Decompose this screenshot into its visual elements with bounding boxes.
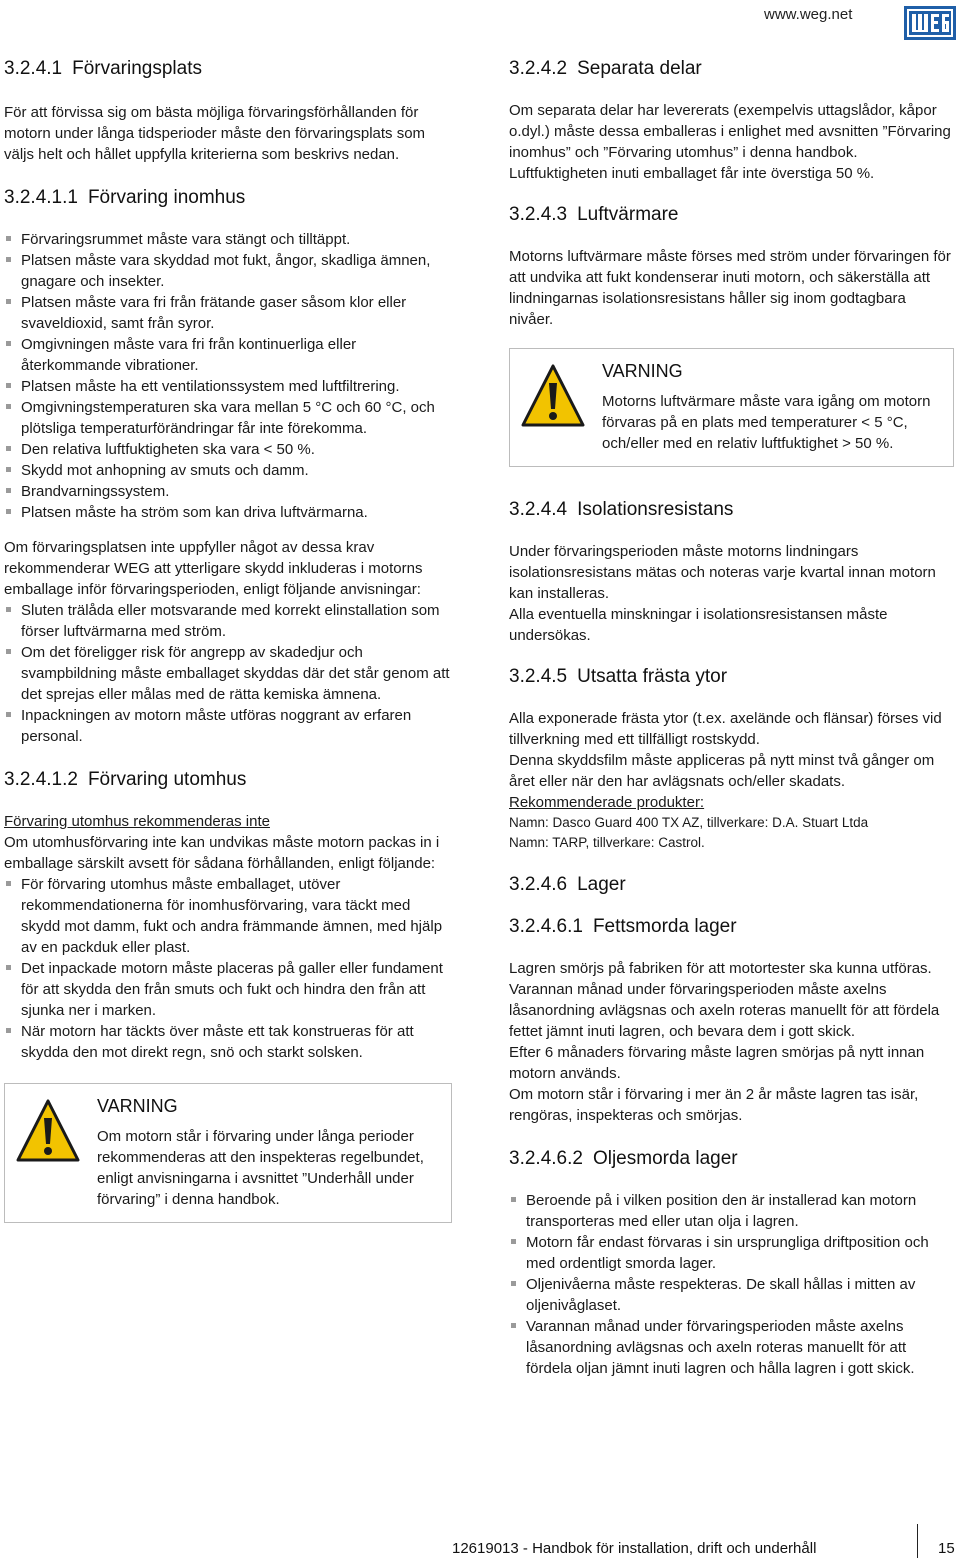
section-number: 3.2.4.4 bbox=[509, 499, 568, 520]
section-number: 3.2.4.2 bbox=[509, 58, 568, 79]
section-number: 3.2.4.3 bbox=[509, 204, 568, 225]
paragraph: Alla eventuella minskningar i isolationsresistansen måste undersökas. bbox=[509, 606, 888, 644]
section-number: 3.2.4.6.2 bbox=[509, 1148, 583, 1169]
section-title: Förvaring utomhus bbox=[87, 769, 247, 790]
paragraph: Efter 6 månaders förvaring måste lagren smörjas på nytt innan motorn används. bbox=[509, 1044, 925, 1082]
list-item: Platsen måste ha ett ventilationssystem med luftfiltrering. bbox=[4, 376, 452, 397]
heading-32461 bbox=[509, 914, 954, 940]
list-item: Förvaringsrummet måste vara stängt och tilltäppt. bbox=[4, 229, 452, 250]
header-url[interactable]: www.weg.net bbox=[764, 6, 853, 23]
paragraph: Varannan månad under förvaringsperioden måste axelns låsanordning avlägsnas och axeln roteras manuellt för att fördela fettet jämnt inuti lagren, och bevara dem i gott skick. bbox=[509, 981, 940, 1040]
section-title: Lager bbox=[577, 874, 626, 895]
heading-3242 bbox=[509, 56, 954, 82]
recommended-product: Namn: Dasco Guard 400 TX AZ, tillverkare: D.A. Stuart Ltda bbox=[509, 815, 869, 830]
list-item: Den relativa luftfuktigheten ska vara < 50 %. bbox=[4, 439, 452, 460]
oil-list bbox=[509, 1190, 954, 1379]
section-title: Fettsmorda lager bbox=[592, 916, 737, 937]
list-item: För förvaring utomhus måste emballaget, utöver rekommendationerna för inomhusförvaring, vara täckt med skydd mot damm, fukt och andra främmande ämnen, med hjälp av en packduk eller plast. bbox=[4, 874, 452, 958]
heading-32462 bbox=[509, 1146, 954, 1172]
list-item: Beroende på i vilken position den är installerad kan motorn transporteras med eller utan olja i lagren. bbox=[509, 1190, 954, 1232]
section-number: 3.2.4.1.2 bbox=[4, 769, 78, 790]
footer-doc-title: 12619013 - Handbok för installation, drift och underhåll bbox=[452, 1540, 817, 1557]
list-item: Inpackningen av motorn måste utföras noggrant av erfaren personal. bbox=[4, 705, 452, 747]
heading-3244 bbox=[509, 497, 954, 523]
section-title: Utsatta frästa ytor bbox=[577, 666, 728, 687]
page-number: 15 bbox=[938, 1540, 955, 1557]
warning-title: VARNING bbox=[97, 1096, 178, 1116]
left-column bbox=[4, 56, 452, 1223]
warning-text: Om motorn står i förvaring under långa perioder rekommenderas att den inspekteras regelbundet, enligt anvisningarna i avsnittet ”Underhåll under förvaring” i denna handbok. bbox=[97, 1128, 424, 1208]
indoor-list bbox=[4, 229, 452, 523]
paragraph: Lagren smörjs på fabriken för att motortester ska kunna utföras. bbox=[509, 960, 932, 977]
paragraph: Om utomhusförvaring inte kan undvikas måste motorn packas in i emballage särskilt avsett för sådana förhållanden, enligt följande: bbox=[4, 834, 440, 872]
section-number: 3.2.4.5 bbox=[509, 666, 568, 687]
list-item: Omgivningen måste vara fri från kontinuerliga eller återkommande vibrationer. bbox=[4, 334, 452, 376]
paragraph: Motorns luftvärmare måste förses med ström under förvaringen för att undvika att fukt kondenserar inuti motorn, och säkerställa att lindningarnas isolationsresistans håller sig inom godtagbara nivåer. bbox=[509, 248, 951, 328]
list-item: Varannan månad under förvaringsperioden måste axelns låsanordning avlägsnas och axeln roteras manuellt för att fördela oljan jämnt inuti lagren och hålla lagren i gott skick. bbox=[509, 1316, 954, 1379]
list-item: Platsen måste vara skyddad mot fukt, ångor, skadliga ämnen, gnagare och insekter. bbox=[4, 250, 452, 292]
recommended-heading: Rekommenderade produkter: bbox=[509, 794, 705, 811]
warning-text: Motorns luftvärmare måste vara igång om motorn förvaras på en plats med temperaturer < 5 °C, och/eller med en relativ luftfuktighet > 50 %. bbox=[602, 393, 931, 452]
section-title: Oljesmorda lager bbox=[592, 1148, 738, 1169]
list-item: När motorn har täckts över måste ett tak konstrueras för att skydda den mot direkt regn, snö och starkt solsken. bbox=[4, 1021, 452, 1063]
section-title: Förvaring inomhus bbox=[87, 187, 246, 208]
paragraph: Under förvaringsperioden måste motorns lindningars isolationsresistans mätas och noteras varje kvartal innan motorn kan installeras. bbox=[509, 543, 936, 602]
warning-body bbox=[602, 359, 947, 454]
list-item: Platsen måste ha ström som kan driva luftvärmarna. bbox=[4, 502, 452, 523]
recommended-product: Namn: TARP, tillverkare: Castrol. bbox=[509, 834, 705, 850]
paragraph: Luftfuktigheten inuti emballaget får inte överstiga 50 %. bbox=[509, 165, 875, 182]
list-item: Oljenivåerna måste respekteras. De skall hållas i mitten av oljenivåglaset. bbox=[509, 1274, 954, 1316]
list-item: Skydd mot anhopning av smuts och damm. bbox=[4, 460, 452, 481]
section-title: Luftvärmare bbox=[577, 204, 679, 225]
warning-box bbox=[509, 348, 954, 467]
section-number: 3.2.4.6.1 bbox=[509, 916, 583, 937]
list-item: Brandvarningssystem. bbox=[4, 481, 452, 502]
paragraph: Om separata delar har levererats (exempelvis uttagslådor, kåpor o.dyl.) måste dessa emballeras i enlighet med avsnitten ”Förvaring inomhus” och ”Förvaring utomhus” i denna handbok. bbox=[509, 102, 951, 161]
weg-logo bbox=[904, 6, 956, 40]
heading-32412 bbox=[4, 767, 452, 793]
paragraph: Denna skyddsfilm måste appliceras på nytt minst två gånger om året eller när den har avlägsnats och/eller skadats. bbox=[509, 752, 935, 790]
footer-separator bbox=[917, 1524, 918, 1558]
list-item: Det inpackade motorn måste placeras på galler eller fundament för att skydda den från smuts och fukt och hindra den från att sjunka ner i marken. bbox=[4, 958, 452, 1021]
warning-body bbox=[97, 1094, 445, 1210]
right-column bbox=[509, 56, 954, 1379]
warning-box bbox=[4, 1083, 452, 1223]
heading-3243 bbox=[509, 202, 954, 228]
warning-icon bbox=[520, 363, 586, 429]
list-item: Platsen måste vara fri från frätande gaser såsom klor eller svaveldioxid, samt från syror. bbox=[4, 292, 452, 334]
outdoor-list bbox=[4, 874, 452, 1063]
list-item: Om det föreligger risk för angrepp av skadedjur och svampbildning måste emballaget skyddas där det står genom att det sprejas eller målas med de rätta kemiska ämnena. bbox=[4, 642, 452, 705]
section-title: Separata delar bbox=[577, 58, 702, 79]
list-item: Omgivningstemperaturen ska vara mellan 5 °C och 60 °C, och plötsliga temperaturförändringar får inte förekomma. bbox=[4, 397, 452, 439]
paragraph: Om motorn står i förvaring i mer än 2 år måste lagren tas isär, rengöras, inspekteras och smörjas. bbox=[509, 1086, 919, 1124]
outdoor-heading: Förvaring utomhus rekommenderas inte bbox=[4, 813, 270, 830]
warning-title: VARNING bbox=[602, 361, 683, 381]
indoor-list-2 bbox=[4, 600, 452, 747]
section-title: Förvaringsplats bbox=[72, 58, 202, 79]
warning-icon bbox=[15, 1098, 81, 1164]
heading-32411 bbox=[4, 185, 452, 211]
heading-3241 bbox=[4, 56, 452, 82]
heading-3245 bbox=[509, 664, 954, 690]
heading-3246 bbox=[509, 872, 954, 898]
paragraph: Om förvaringsplatsen inte uppfyller något av dessa krav rekommenderar WEG att ytterligare skydd inkluderas i motorns emballage inför förvaringsperioden, enligt följande anvisningar: bbox=[4, 539, 423, 598]
paragraph: För att förvissa sig om bästa möjliga förvaringsförhållanden för motorn under långa tidsperioder måste den förvaringsplats som väljs helt och hållet uppfylla kriterierna som beskrivs nedan. bbox=[4, 104, 426, 163]
section-number: 3.2.4.1.1 bbox=[4, 187, 78, 208]
list-item: Sluten trälåda eller motsvarande med korrekt elinstallation som förser luftvärmarna med ström. bbox=[4, 600, 452, 642]
paragraph: Alla exponerade frästa ytor (t.ex. axelände och flänsar) förses vid tillverkning med ett tillfälligt rostskydd. bbox=[509, 710, 942, 748]
list-item: Motorn får endast förvaras i sin ursprungliga driftposition och med ordentligt smorda lager. bbox=[509, 1232, 954, 1274]
section-title: Isolationsresistans bbox=[577, 499, 734, 520]
section-number: 3.2.4.6 bbox=[509, 874, 568, 895]
section-number: 3.2.4.1 bbox=[4, 58, 63, 79]
